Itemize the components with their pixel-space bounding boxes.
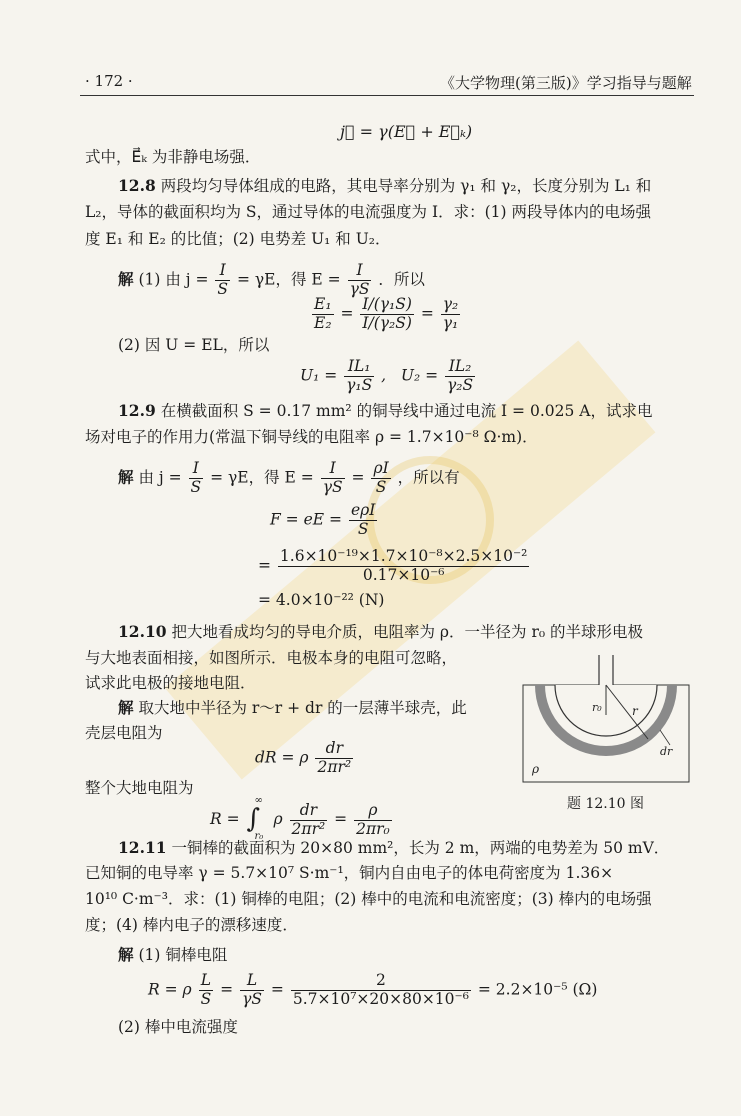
- label-dr: dr: [660, 745, 673, 758]
- solution-label: 解: [118, 945, 134, 964]
- problem-12-8-line3: 度 E₁ 和 E₂ 的比值；(2) 电势差 U₁ 和 U₂．: [85, 230, 391, 248]
- rod-resistance-equation: R = ρ $\frac{L}{S}$ = $\frac{L}{\gamma S}$ = $\frac{2}{\text{5.7×10⁷×20×80×10⁻⁶}}$ = 2.2×10⁻⁵ (Ω): [148, 971, 598, 1008]
- problem-number: 12.8: [118, 176, 156, 195]
- label-r: r: [632, 704, 638, 718]
- problem-12-9-line2: 场对电子的作用力(常温下铜导线的电阻率 ρ = 1.7×10⁻⁸ Ω·m)．: [85, 428, 538, 446]
- problem-12-10-line2: 与大地表面相接，如图所示．电极本身的电阻可忽略，: [85, 649, 458, 667]
- solution-12-11-step1: 解 (1) 铜棒电阻: [118, 945, 228, 964]
- solution-label: 解: [118, 467, 134, 487]
- solution-label: 解: [118, 269, 134, 289]
- force-result: = 4.0×10⁻²² (N): [258, 591, 385, 609]
- solution-12-11-step2: (2) 棒中电流强度: [118, 1018, 238, 1036]
- problem-12-9-line1: 12.9 在横截面积 S = 0.17 mm² 的铜导线中通过电流 I = 0.025 A，试求电: [118, 401, 653, 420]
- problem-12-10-line3: 试求此电极的接地电阻．: [85, 674, 256, 692]
- force-equation: F = eE = $\frac{\text{eρI}}{S}$: [270, 501, 376, 538]
- problem-number: 12.10: [118, 622, 167, 641]
- solution-12-10-line2: 壳层电阻为: [85, 724, 163, 742]
- problem-12-11-line1: 12.11 一铜棒的截面积为 20×80 mm²，长为 2 m，两端的电势差为 50 mV．: [118, 838, 670, 857]
- book-title: 《大学物理(第三版)》学习指导与题解: [440, 74, 692, 92]
- hemisphere-electrode-figure: [520, 655, 692, 785]
- field-ratio-equation: $\frac{\text{E₁}}{\text{E₂}}$ = $\frac{\text{I/(γ₁S)}}{\text{I/(γ₂S)}}$ = $\frac{\text{γ₂}}{\text{γ₁}}$: [314, 295, 459, 332]
- total-resistance-label: 整个大地电阻为: [85, 779, 194, 797]
- label-rho: ρ: [532, 762, 540, 776]
- solution-12-8-step2: (2) 因 U = EL，所以: [118, 336, 270, 354]
- problem-12-11-line4: 度；(4) 棒内电子的漂移速度．: [85, 916, 298, 934]
- figure-caption: 题 12.10 图: [567, 796, 644, 812]
- fraction: $\frac{I}{S}$: [217, 261, 229, 298]
- label-r0: r₀: [592, 701, 602, 714]
- page-number: · 172 ·: [85, 72, 133, 90]
- intro-note: 式中，E⃗ₖ 为非静电场强．: [85, 148, 261, 166]
- problem-12-8-line2: L₂，导体的截面积均为 S，通过导体的电流强度为 I．求：(1) 两段导体内的电场强: [85, 203, 651, 221]
- solution-label: 解: [118, 698, 134, 717]
- solution-12-9-step1: 解 由 j = $\frac{I}{S}$ = γE，得 E = $\frac{I}{\gamma S}$ = $\frac{\rho I}{S}$ ，所以有: [118, 459, 460, 496]
- total-resistance-equation: R = ∞ ∫ r₀ ρ $\frac{dr}{\text{2πr²}}$ = $\frac{\rho}{\text{2πr₀}}$: [210, 795, 390, 842]
- problem-12-11-line3: 10¹⁰ C·m⁻³．求：(1) 铜棒的电阻；(2) 棒中的电流和电流密度；(3) 棒内的电场强: [85, 890, 652, 908]
- problem-number: 12.11: [118, 838, 167, 857]
- shell-resistance-equation: dR = ρ $\frac{dr}{\text{2πr²}}$: [255, 739, 352, 776]
- problem-number: 12.9: [118, 401, 156, 420]
- problem-12-8-line1: 12.8 两段均匀导体组成的电路，其电导率分别为 γ₁ 和 γ₂，长度分别为 L₁ 和: [118, 176, 652, 195]
- problem-12-11-line2: 已知铜的电导率 γ = 5.7×10⁷ S·m⁻¹，铜内自由电子的体电荷密度为 1.36×: [85, 864, 614, 882]
- potential-difference-equations: U₁ = $\frac{\text{IL₁}}{\text{γ₁S}}$ , U₂ = $\frac{\text{IL₂}}{\text{γ₂S}}$: [300, 357, 474, 394]
- current-density-formula: j⃗ = γ(E⃗ + E⃗ₖ): [340, 122, 473, 141]
- fraction: $\frac{I}{\gamma S}$: [349, 261, 370, 298]
- header-rule: [80, 95, 694, 96]
- force-calculation: = $\frac{\text{1.6×10⁻¹⁹×1.7×10⁻⁸×2.5×10⁻²}}{\text{0.17×10⁻⁶}}$: [258, 547, 528, 584]
- solution-12-10-line1: 解 取大地中半径为 r～r + dr 的一层薄半球壳，此: [118, 698, 467, 717]
- solution-12-8-step1: 解 (1) 由 j = $\frac{I}{S}$ = γE，得 E = $\frac{I}{\gamma S}$ ．所以: [118, 261, 425, 298]
- problem-12-10-line1: 12.10 把大地看成均匀的导电介质，电阻率为 ρ．一半径为 r₀ 的半球形电极: [118, 622, 644, 641]
